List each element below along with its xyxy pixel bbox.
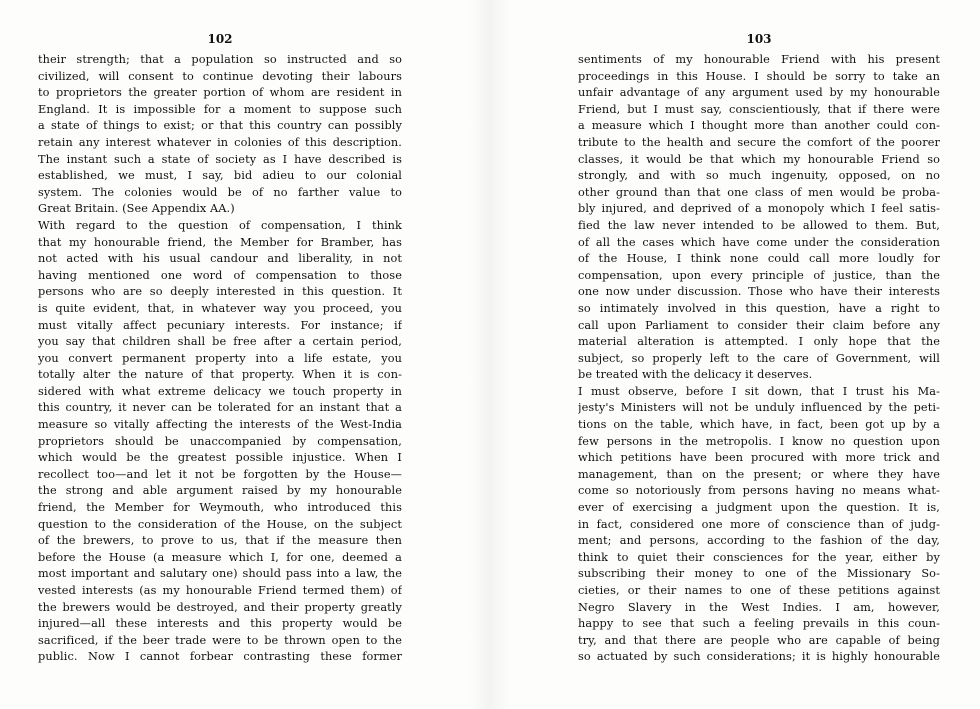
text-line: their strength; that a population so instructed and so: [38, 53, 402, 66]
text-line: system. The colonies would be of no farther value to: [38, 185, 402, 199]
text-line: Friend, but I must say, conscientiously, that if there were: [578, 102, 940, 116]
text-line: is quite evident, that, in whatever way you proceed, you: [38, 301, 402, 315]
text-line: civilized, will consent to continue devoting their labours: [38, 69, 402, 83]
text-line: before the House (a measure which I, for one, deemed a: [38, 550, 402, 564]
text-line: call upon Parliament to consider their claim before any: [578, 318, 940, 332]
text-line: fied the law never intended to be allowed to them. But,: [578, 218, 940, 232]
text-line: most important and salutary one) should pass into a law, the: [38, 567, 402, 581]
text-line: so intimately involved in this question, have a right to: [578, 301, 940, 315]
text-line: vested interests (as my honourable Friend termed them) of: [38, 584, 402, 597]
text-line: Great Britain. (See Appendix AA.): [38, 202, 235, 216]
right-page: [578, 30, 940, 666]
text-line: Negro Slavery in the West Indies. I am, however,: [578, 600, 940, 614]
text-line: you say that children shall be free after a certain period,: [38, 335, 402, 349]
text-line: of the House, I think none could call more loudly for: [578, 252, 940, 266]
text-line: you convert permanent property into a life estate, you: [38, 351, 402, 365]
text-line: come so notoriously from persons having no means what-: [578, 484, 940, 498]
text-line: cieties, or their names to one of these petitions against: [578, 584, 940, 597]
text-line: proceedings in this House. I should be sorry to take an: [578, 69, 940, 83]
text-line: jesty's Ministers will not be unduly influenced by the peti-: [578, 401, 940, 415]
book-gutter: [470, 0, 510, 709]
text-line: happy to see that such a feeling prevails in this coun-: [578, 617, 940, 631]
text-line: retain any interest whatever in colonies of this description.: [38, 135, 402, 149]
text-line: measure so vitally affecting the interests of the West-India: [38, 418, 402, 432]
text-line: so actuated by such considerations; it is highly honourable: [578, 650, 940, 664]
text-line: public. Now I cannot forbear contrasting these former: [38, 650, 402, 664]
text-line: subject, so properly left to the care of Government, will: [578, 351, 940, 365]
text-line: try, and that there are people who are capable of being: [578, 633, 940, 647]
text-line: management, than on the present; or where they have: [578, 467, 940, 481]
text-line: think to quiet their consciences for the year, either by: [578, 550, 940, 564]
text-line: sidered with what extreme delicacy we touch property in: [38, 384, 402, 398]
text-line: The instant such a state of society as I have described is: [38, 152, 402, 166]
text-line: persons who are so deeply interested in this question. It: [38, 285, 402, 299]
text-line: must vitally affect pecuniary interests. For instance; if: [38, 318, 402, 332]
text-line: subscribing their money to one of the Missionary So-: [578, 567, 940, 581]
text-line: sacrificed, if the beer trade were to be thrown open to the: [38, 633, 402, 647]
text-line: strongly, and with so much ingenuity, opposed, on no: [578, 169, 940, 183]
text-line: which petitions have been procured with more trick and: [578, 451, 940, 465]
text-line: tribute to the health and secure the comfort of the poorer: [578, 135, 940, 149]
text-line: the brewers would be destroyed, and their property greatly: [38, 600, 402, 614]
text-line: this country, it never can be tolerated for an instant that a: [38, 401, 402, 415]
text-line: of all the cases which have come under the consideration: [578, 235, 940, 249]
text-line: compensation, upon every principle of justice, than the: [578, 268, 940, 282]
text-line: few persons in the metropolis. I know no question upon: [578, 434, 940, 448]
page-number-right: 103: [746, 32, 772, 46]
text-line: question to the consideration of the House, on the subject: [38, 517, 402, 531]
text-line: unfair advantage of any argument used by my honourable: [578, 86, 940, 100]
text-line: established, we must, I say, bid adieu to our colonial: [38, 169, 402, 183]
text-line: classes, it would be that which my honourable Friend so: [578, 152, 940, 166]
text-line: injured—all these interests and this property would be: [38, 617, 402, 631]
text-line: England. It is impossible for a moment to suppose such: [38, 102, 402, 116]
text-line: tions on the table, which have, in fact, been got up by a: [578, 418, 940, 432]
text-line: in fact, considered one more of conscience than of judg-: [578, 517, 940, 531]
text-line: totally alter the nature of that property. When it is con-: [38, 368, 402, 382]
left-page-text: [38, 52, 402, 666]
text-line: one now under discussion. Those who have their interests: [578, 285, 940, 299]
text-line: a state of things to exist; or that this country can possibly: [38, 119, 402, 133]
text-line: ment; and persons, according to the fashion of the day,: [578, 534, 940, 548]
text-line: bly injured, and deprived of a monopoly which I feel satis-: [578, 202, 940, 216]
text-line: I must observe, before I sit down, that I trust his Ma-: [578, 384, 940, 398]
text-line: sentiments of my honourable Friend with his present: [578, 53, 940, 66]
text-line: that my honourable friend, the Member for Bramber, has: [38, 235, 402, 249]
page-number-left: 102: [207, 32, 233, 46]
text-line: recollect too—and let it not be forgotten by the House—: [38, 467, 402, 481]
text-line: not acted with his usual candour and liberality, in not: [38, 252, 402, 266]
left-page: [38, 30, 402, 666]
right-page-text: [578, 52, 940, 666]
text-line: other ground than that one class of men would be proba-: [578, 185, 940, 199]
text-line: friend, the Member for Weymouth, who introduced this: [38, 501, 402, 515]
text-line: to proprietors the greater portion of whom are resident in: [38, 86, 402, 100]
text-line: a measure which I thought more than another could con-: [578, 119, 940, 133]
text-line: the strong and able argument raised by my honourable: [38, 484, 402, 498]
text-line: of the brewers, to prove to us, that if the measure then: [38, 534, 402, 548]
text-line: having mentioned one word of compensation to those: [38, 268, 402, 282]
text-line: which would be the greatest possible injustice. When I: [38, 451, 402, 465]
text-line: proprietors should be unaccompanied by compensation,: [38, 434, 402, 448]
text-line: be treated with the delicacy it deserves.: [578, 368, 813, 382]
text-line: With regard to the question of compensation, I think: [38, 218, 402, 232]
text-line: ever of exercising a judgment upon the question. It is,: [578, 501, 940, 515]
text-line: material alteration is attempted. I only hope that the: [578, 335, 940, 349]
